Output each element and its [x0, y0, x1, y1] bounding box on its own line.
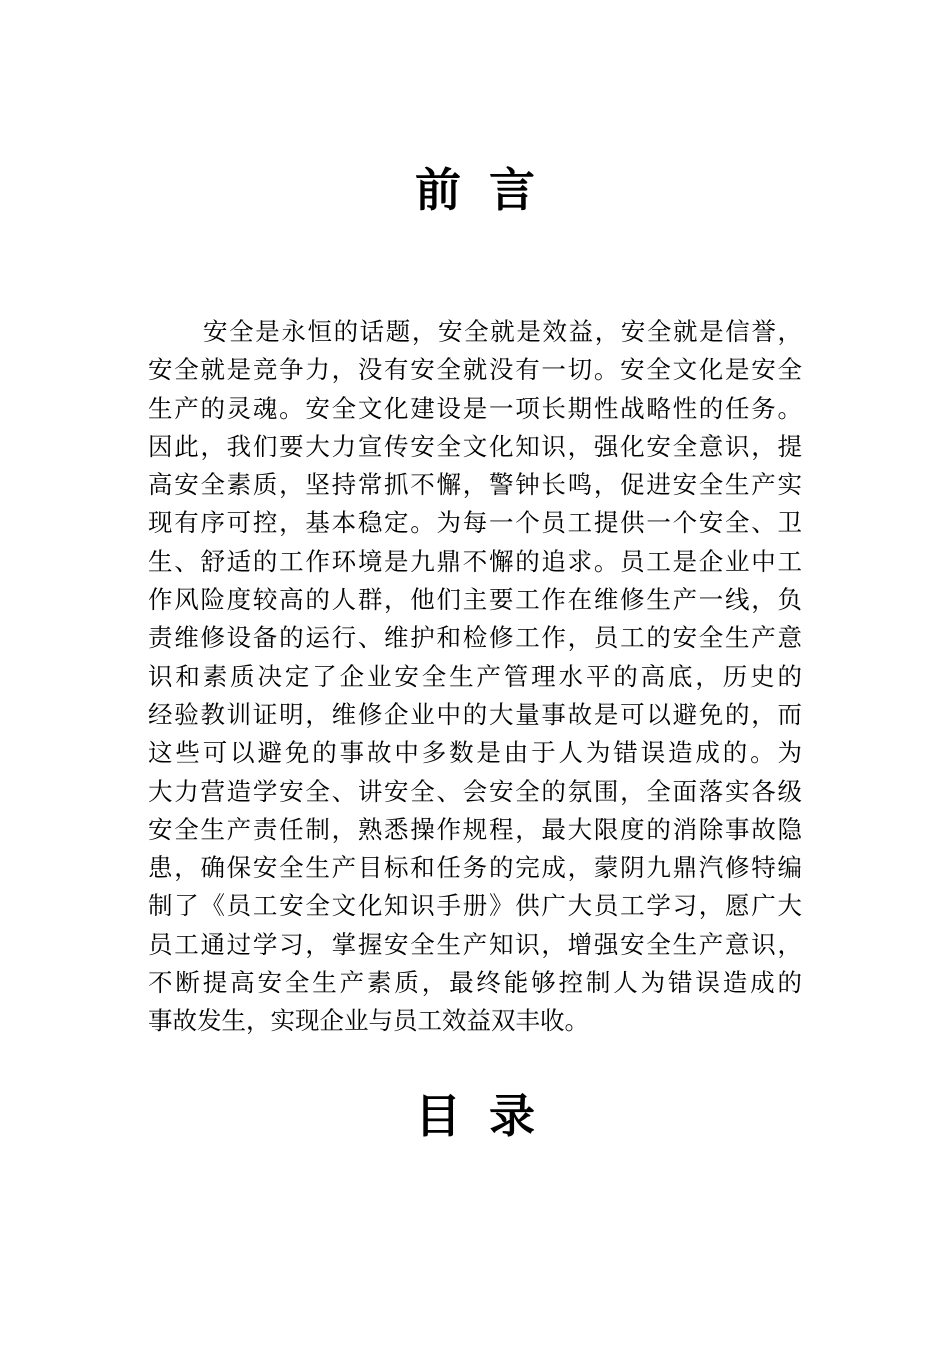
paragraph-line: 员工通过学习，掌握安全生产知识，增强安全生产意识，: [148, 929, 802, 959]
table-of-contents-heading: 目录: [415, 1089, 563, 1143]
preface-paragraph: [148, 313, 802, 1041]
paragraph-line: 生、舒适的工作环境是九鼎不懈的追求。员工是企业中工: [148, 546, 802, 576]
paragraph-line: 现有序可控，基本稳定。为每一个员工提供一个安全、卫: [148, 508, 802, 538]
paragraph-line: 因此，我们要大力宣传安全文化知识，强化安全意识，提: [148, 431, 802, 461]
paragraph-line: 经验教训证明，维修企业中的大量事故是可以避免的，而: [148, 699, 802, 729]
paragraph-line: 责维修设备的运行、维护和检修工作，员工的安全生产意: [148, 623, 802, 653]
paragraph-line: 大力营造学安全、讲安全、会安全的氛围，全面落实各级: [148, 776, 802, 806]
preface-heading: 前言: [415, 163, 563, 217]
paragraph-line: 这些可以避免的事故中多数是由于人为错误造成的。为: [148, 738, 802, 768]
paragraph-line: 安全就是竞争力，没有安全就没有一切。安全文化是安全: [148, 355, 802, 385]
paragraph-line: 安全是永恒的话题，安全就是效益，安全就是信誉，: [203, 317, 802, 346]
paragraph-line: 事故发生，实现企业与员工效益双丰收。: [148, 1006, 589, 1036]
paragraph-line: 生产的灵魂。安全文化建设是一项长期性战略性的任务。: [148, 393, 802, 423]
paragraph-line: 不断提高安全生产素质，最终能够控制人为错误造成的: [148, 968, 802, 998]
paragraph-line: 作风险度较高的人群，他们主要工作在维修生产一线，负: [148, 585, 802, 615]
paragraph-line: 高安全素质，坚持常抓不懈，警钟长鸣，促进安全生产实: [148, 470, 802, 500]
paragraph-line: 制了《员工安全文化知识手册》供广大员工学习，愿广大: [148, 891, 802, 921]
paragraph-line: 识和素质决定了企业安全生产管理水平的高底，历史的: [148, 661, 802, 691]
paragraph-line: 安全生产责任制，熟悉操作规程，最大限度的消除事故隐: [148, 814, 802, 844]
paragraph-line: 患，确保安全生产目标和任务的完成，蒙阴九鼎汽修特编: [148, 853, 802, 883]
